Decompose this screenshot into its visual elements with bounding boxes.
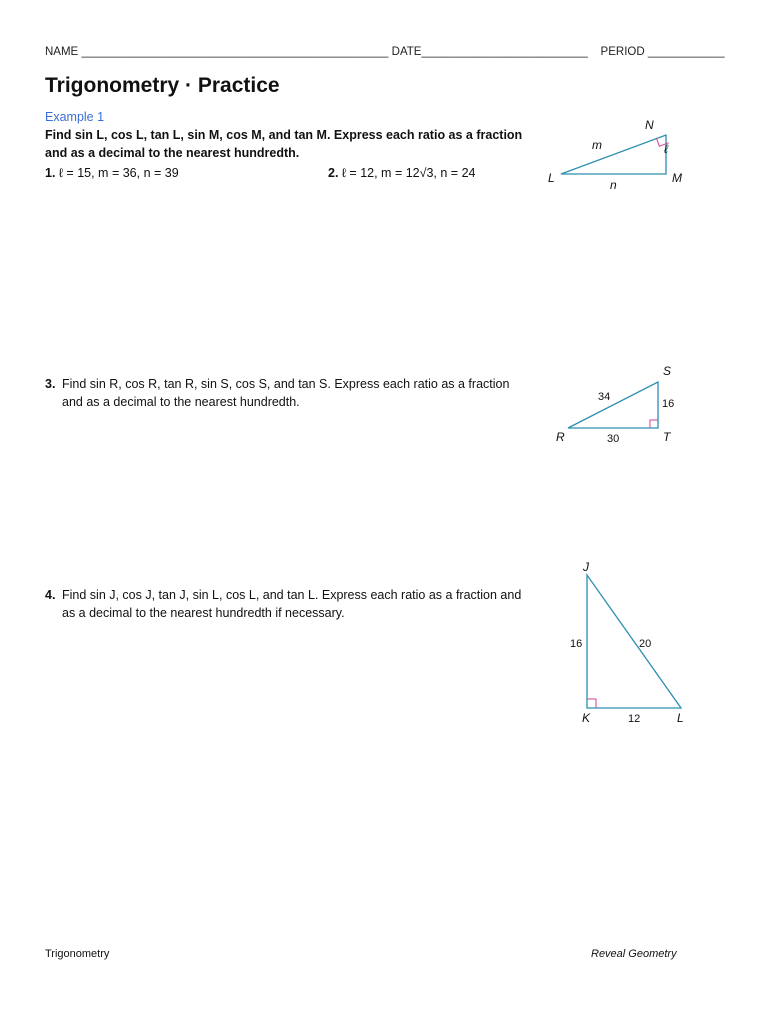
problem-1	[45, 164, 179, 182]
problem-2	[328, 164, 475, 182]
problem-2-text: ℓ = 12, m = 12√3, n = 24	[341, 166, 476, 180]
right-angle-marker	[650, 420, 658, 428]
period-label: PERIOD	[600, 46, 645, 58]
problem-3-text: Find sin R, cos R, tan R, sin S, cos S, and tan S. Express each ratio as a fraction and as a decimal to the nearest hundredth.	[62, 377, 510, 409]
triangle-jkl-outline	[587, 575, 681, 708]
name-blank[interactable]: ________________________________________________	[81, 46, 389, 58]
side-l-label: ℓ	[664, 142, 668, 156]
date-label: DATE	[391, 46, 422, 58]
side-rs-label: 34	[598, 391, 611, 403]
vertex-l-label: L	[548, 171, 555, 185]
example-instruction: Find sin L, cos L, tan L, sin M, cos M, and tan M. Express each ratio as a fraction and as a decimal to the nearest hundredth.	[45, 128, 523, 160]
vertex-t-label: T	[663, 430, 671, 444]
problem-4-text: Find sin J, cos J, tan J, sin L, cos L, and tan L. Express each ratio as a fraction and as a decimal to the nearest hundredth if necessary.	[62, 588, 522, 620]
problem-3-number: 3.	[45, 377, 56, 391]
name-label: NAME	[45, 46, 79, 58]
triangle-rst-figure	[545, 360, 685, 450]
problem-2-number: 2.	[328, 166, 339, 180]
side-m-label: m	[592, 138, 602, 152]
vertex-r-label: R	[556, 430, 565, 444]
date-blank[interactable]: __________________________	[421, 46, 588, 58]
example-label: Example 1	[45, 110, 105, 124]
triangle-lmn-figure	[540, 112, 700, 192]
side-jl-label: 20	[639, 638, 652, 650]
triangle-jkl-figure	[555, 555, 705, 735]
vertex-n-label: N	[645, 118, 654, 132]
vertex-l-label: L	[677, 711, 684, 725]
footer-right: Reveal Geometry	[591, 948, 677, 960]
vertex-m-label: M	[672, 171, 682, 185]
triangle-rst-outline	[568, 382, 658, 428]
side-jk-label: 16	[570, 638, 583, 650]
footer-left: Trigonometry	[45, 948, 110, 960]
problem-1-text: ℓ = 15, m = 36, n = 39	[58, 166, 179, 180]
problem-3	[45, 375, 535, 411]
problem-1-number: 1.	[45, 166, 56, 180]
period-blank[interactable]: ____________	[647, 46, 725, 58]
problem-4-number: 4.	[45, 588, 56, 602]
side-kl-label: 12	[628, 713, 641, 725]
vertex-s-label: S	[663, 364, 672, 378]
vertex-j-label: J	[583, 560, 589, 574]
vertex-k-label: K	[582, 711, 591, 725]
right-angle-marker	[587, 699, 596, 708]
triangle-lmn-outline	[561, 135, 666, 174]
side-n-label: n	[610, 178, 617, 192]
header-fields	[45, 46, 725, 58]
side-rt-label: 30	[607, 433, 620, 445]
page-title: Trigonometry · Practice	[45, 74, 280, 97]
problem-4	[45, 586, 535, 622]
side-st-label: 16	[662, 398, 675, 410]
